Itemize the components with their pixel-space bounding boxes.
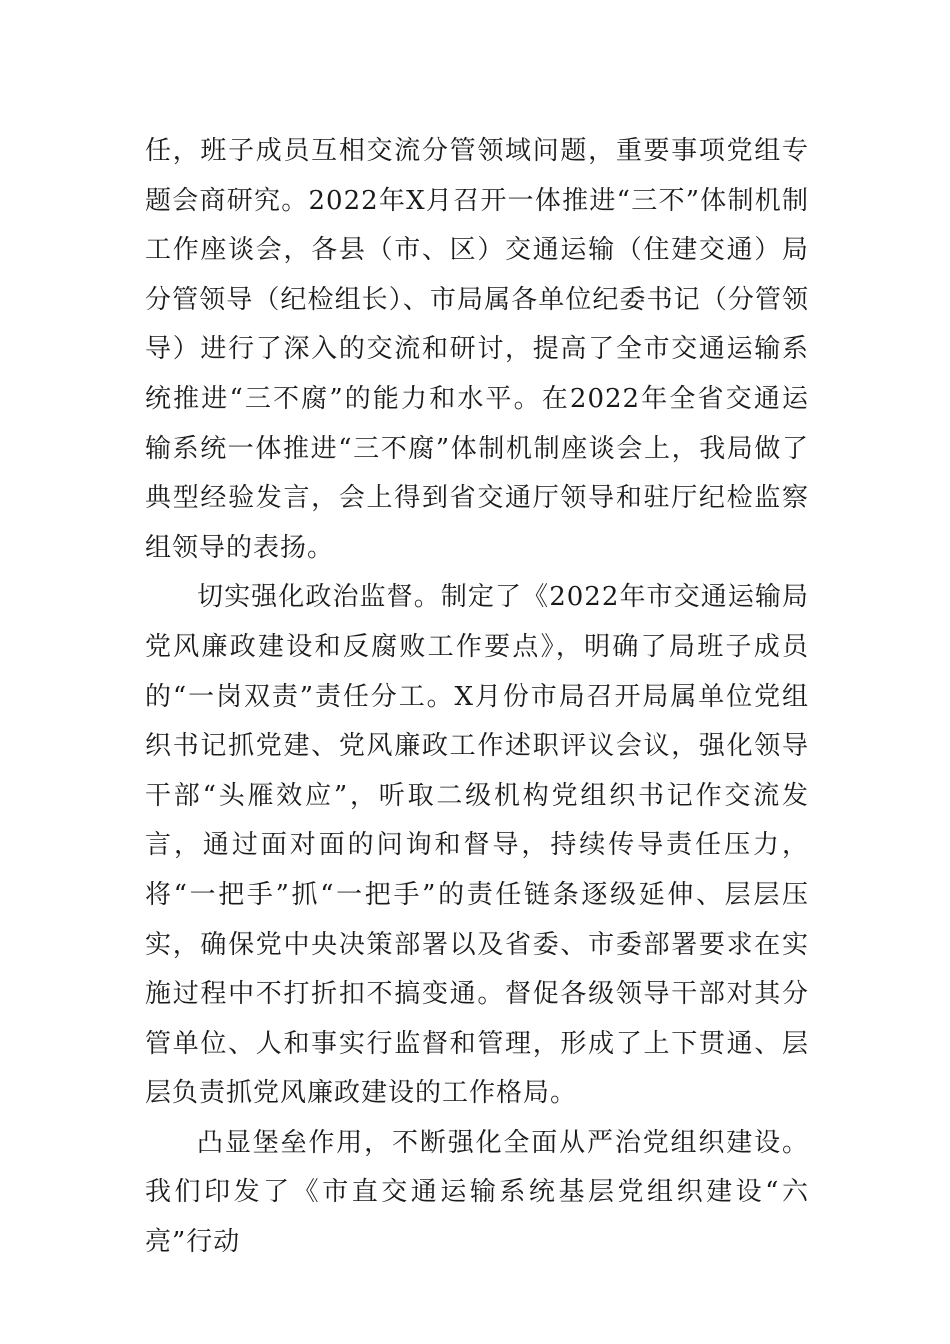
document-body xyxy=(145,127,809,1268)
paragraph-political-supervision: 切实强化政治监督。制定了《2022年市交通运输局党风廉政建设和反腐败工作要点》，明确了局班子成员的“一岗双责”责任分工。X月份市局召开局属单位党组织书记抓党建、党风廉政工作述职评议会议，强化领导干部“头雁效应”，听取二级机构党组织书记作交流发言，通过面对面的问询和督导，持续传导责任压力，将“一把手”抓“一把手”的责任链条逐级延伸、层层压实，确保党中央决策部署以及省委、市委部署要求在实施过程中不打折扣不搞变通。督促各级领导干部对其分管单位、人和事实行监督和管理，形成了上下贯通、层层负责抓党风廉政建设的工作格局。 xyxy=(145,582,809,1109)
paragraph-party-organization: 凸显堡垒作用，不断强化全面从严治党组织建设。我们印发了《市直交通运输系统基层党组织建设“六亮”行动 xyxy=(145,1127,809,1258)
paragraph-continued: 任，班子成员互相交流分管领域问题，重要事项党组专题会商研究。2022年X月召开一体推进“三不”体制机制工作座谈会，各县（市、区）交通运输（住建交通）局分管领导（纪检组长）、市局属各单位纪委书记（分管领导）进行了深入的交流和研讨，提高了全市交通运输系统推进“三不腐”的能力和水平。在2022年全省交通运输系统一体推进“三不腐”体制机制座谈会上，我局做了典型经验发言，会上得到省交通厅领导和驻厅纪检监察组领导的表扬。 xyxy=(145,136,809,563)
